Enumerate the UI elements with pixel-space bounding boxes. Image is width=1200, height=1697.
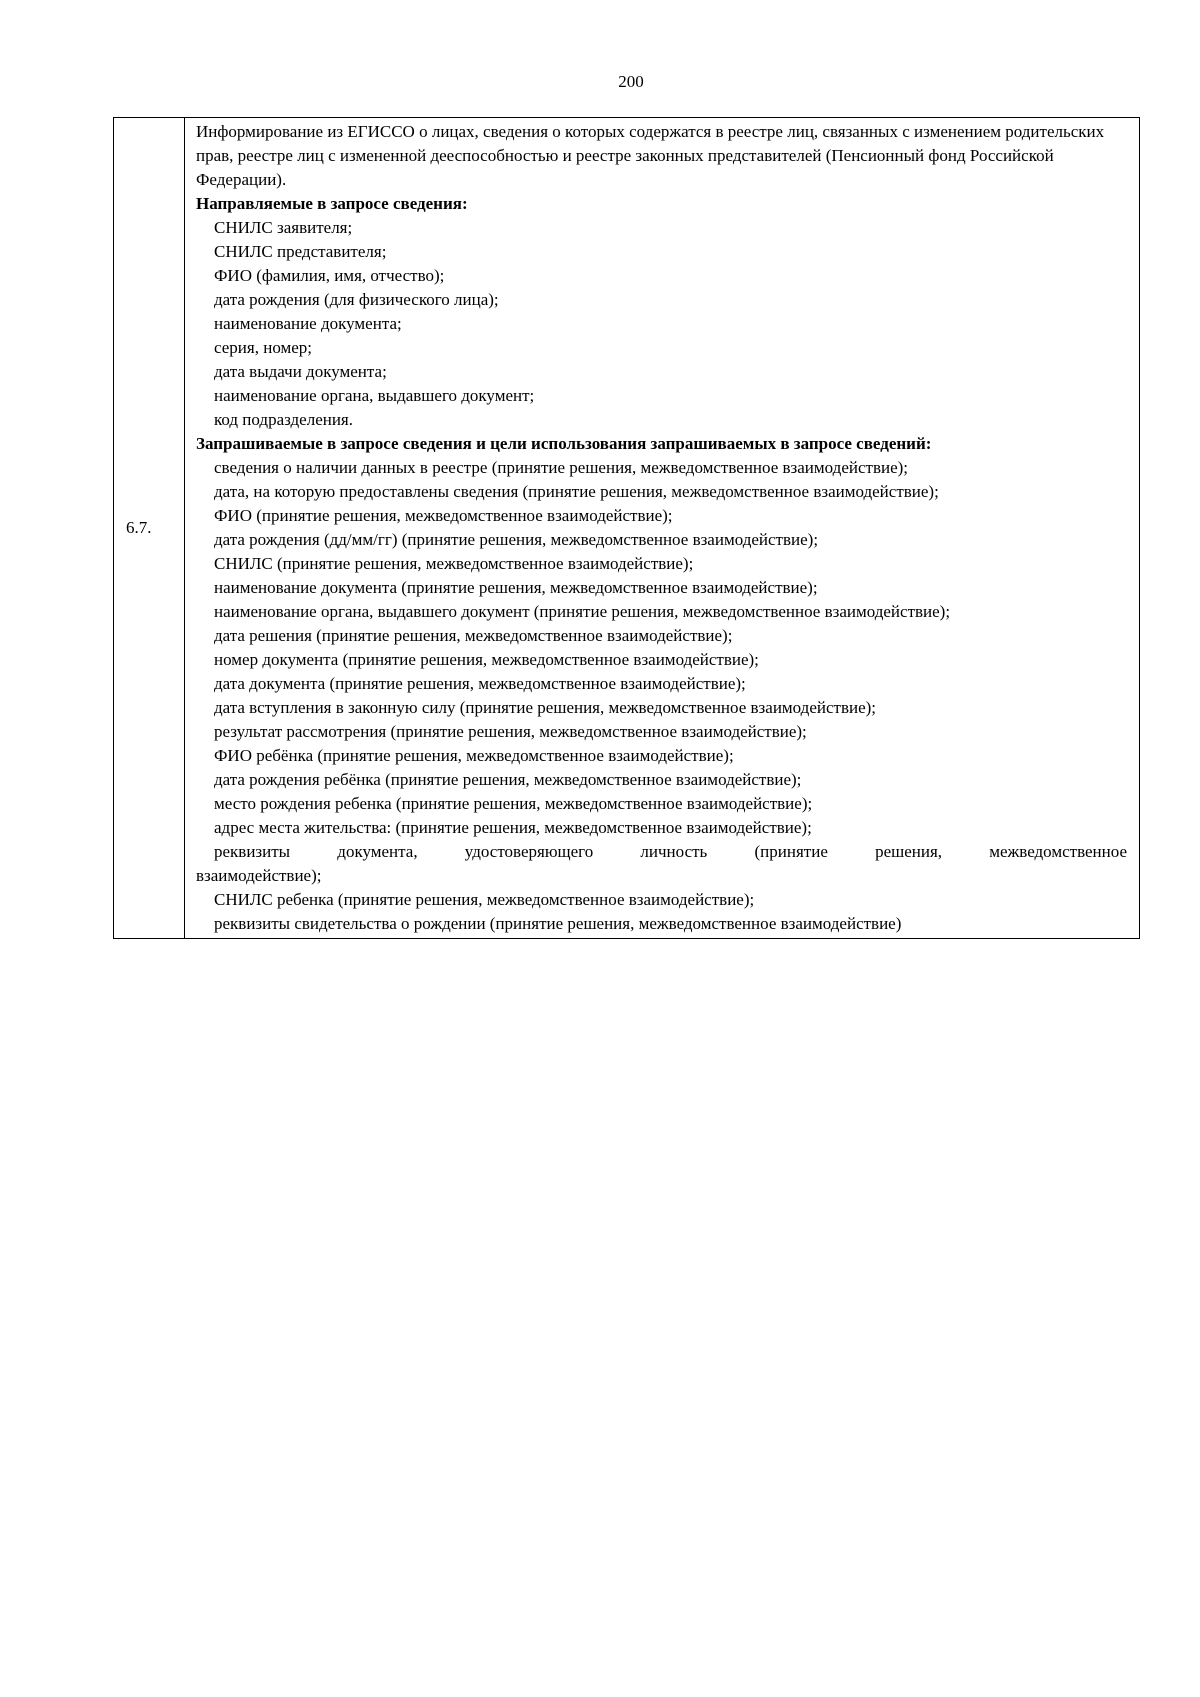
requested-heading: Запрашиваемые в запросе сведения и цели использования запрашиваемых в запросе сведений: (196, 434, 932, 453)
list-item: дата вступления в законную силу (принятие решения, межведомственное взаимодействие); (214, 698, 877, 717)
list-item: серия, номер; (214, 338, 313, 357)
row-number-cell (114, 118, 185, 939)
list-item: дата решения (принятие решения, межведомственное взаимодействие); (214, 626, 733, 645)
list-item: номер документа (принятие решения, межведомственное взаимодействие); (214, 650, 759, 669)
list-item: дата документа (принятие решения, межведомственное взаимодействие); (214, 674, 746, 693)
sent-items-list (196, 216, 1127, 432)
intro-paragraph: Информирование из ЕГИССО о лицах, сведения о которых содержатся в реестре лиц, связанных с изменением родительских прав, реестре лиц с измененной дееспособностью и реестре законных представителей (Пенсионный фонд Российской Федерации). (196, 122, 1105, 189)
row-number: 6.7. (126, 518, 152, 537)
row-content-cell (185, 118, 1140, 939)
list-item: место рождения ребенка (принятие решения, межведомственное взаимодействие); (214, 794, 813, 813)
list-item: наименование документа; (214, 314, 402, 333)
list-item: наименование органа, выдавшего документ (принятие решения, межведомственное взаимодействие); (214, 602, 951, 621)
list-item: дата рождения (для физического лица); (214, 290, 499, 309)
list-item: дата выдачи документа; (214, 362, 387, 381)
list-item: ФИО (принятие решения, межведомственное взаимодействие); (214, 506, 673, 525)
list-item: ФИО ребёнка (принятие решения, межведомственное взаимодействие); (214, 746, 734, 765)
list-item: СНИЛС заявителя; (214, 218, 353, 237)
list-item: дата, на которую предоставлены сведения (принятие решения, межведомственное взаимодействие); (214, 482, 939, 501)
list-item-wrapped-line: реквизиты документа, удостоверяющего личность (принятие решения, межведомственное (214, 842, 1127, 861)
list-item: ФИО (фамилия, имя, отчество); (214, 266, 445, 285)
list-item: дата рождения (дд/мм/гг) (принятие решения, межведомственное взаимодействие); (214, 530, 819, 549)
list-item: наименование документа (принятие решения, межведомственное взаимодействие); (214, 578, 818, 597)
list-item: результат рассмотрения (принятие решения, межведомственное взаимодействие); (214, 722, 807, 741)
list-item: наименование органа, выдавшего документ; (214, 386, 535, 405)
list-item: дата рождения ребёнка (принятие решения, межведомственное взаимодействие); (214, 770, 802, 789)
page-number: 200 (618, 72, 644, 91)
list-item: СНИЛС (принятие решения, межведомственное взаимодействие); (214, 554, 694, 573)
list-item: СНИЛС представителя; (214, 242, 387, 261)
list-item: СНИЛС ребенка (принятие решения, межведомственное взаимодействие); (214, 890, 755, 909)
list-item: адрес места жительства: (принятие решения, межведомственное взаимодействие); (214, 818, 812, 837)
table-row (114, 118, 1140, 939)
list-item: сведения о наличии данных в реестре (принятие решения, межведомственное взаимодействие); (214, 458, 908, 477)
list-item-wrapped-continuation: взаимодействие); (196, 866, 322, 885)
list-item: реквизиты свидетельства о рождении (принятие решения, межведомственное взаимодействие) (214, 914, 902, 933)
list-item: код подразделения. (214, 410, 354, 429)
requested-items-list (196, 456, 1127, 936)
sent-heading: Направляемые в запросе сведения: (196, 194, 468, 213)
requirements-table (113, 117, 1140, 939)
